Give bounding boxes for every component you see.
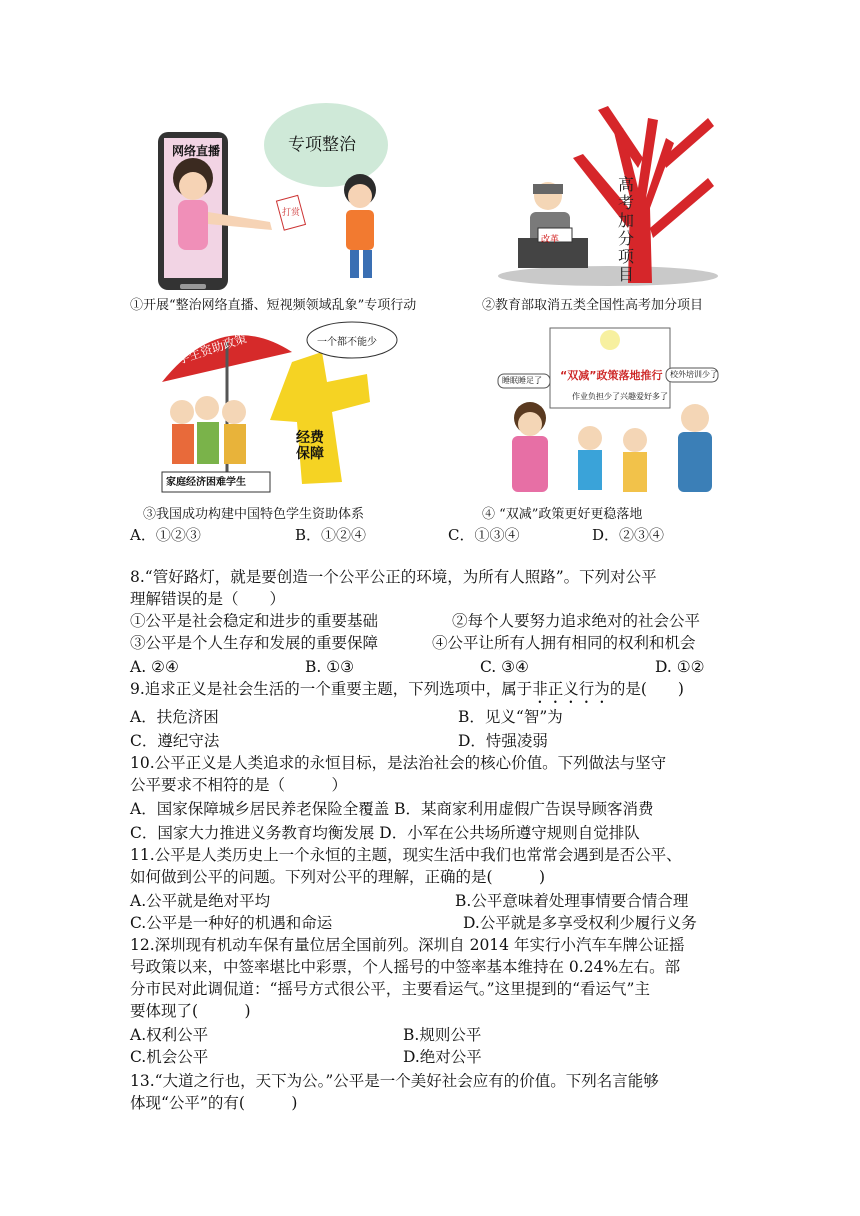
q7-option-a[interactable]: A．①②③ [130, 526, 201, 544]
q8-statement-3: ③公平是个人生存和发展的重要保障 [130, 634, 379, 652]
umbrella-label: 学生资助政策 [175, 331, 249, 367]
q13-stem-line2: 体现“公平”的有( ) [130, 1094, 298, 1112]
livestream-cartoon-illustration [130, 100, 420, 300]
q9-stem-post: 的是( ) [609, 680, 684, 698]
q11-option-a[interactable]: A.公平就是绝对平均 [130, 892, 271, 910]
q10-options-cd[interactable]: C．国家大力推进义务教育均衡发展 D．小军在公共场所遵守规则自觉排队 [130, 824, 640, 842]
q8-option-c[interactable]: C. ③④ [480, 658, 529, 676]
caption-4: ④ “双减”政策更好更稳落地 [482, 507, 643, 522]
q12-stem-line1: 12.深圳现有机动车保有量位居全国前列。深圳自 2014 年实行小汽车车牌公证摇 [130, 936, 685, 954]
q12-stem-line3: 分市民对此调侃道：“摇号方式很公平，主要看运气。”这里提到的“看运气”主 [130, 980, 650, 998]
q10-stem-line2: 公平要求不相符的是（ ） [130, 776, 348, 794]
tag-2: 校外培训少了 [670, 370, 718, 379]
double-reduction-cartoon-illustration [490, 318, 740, 500]
tree-label: 高考加分项目 [618, 175, 635, 284]
speech-bubble-label: 一个都不能少 [317, 337, 377, 348]
caption-1: ①开展“整治网络直播、短视频领域乱象”专项行动 [130, 298, 417, 313]
q8-statement-4: ④公平让所有人拥有相同的权利和机会 [432, 634, 696, 652]
q8-stem-line2: 理解错误的是（ ） [130, 590, 286, 608]
paper-label: 打赏 [282, 208, 301, 218]
tag-1: 睡眠睡足了 [502, 376, 542, 385]
q11-stem-line1: 11.公平是人类历史上一个永恒的主题，现实生活中我们也常常会遇到是否公平、 [130, 846, 682, 864]
q7-options [130, 524, 730, 546]
q11-option-d[interactable]: D.公平就是多享受权利少履行义务 [463, 914, 697, 932]
q7-option-d[interactable]: D．②③④ [592, 526, 665, 544]
q8-option-a[interactable]: A. ②④ [130, 658, 179, 676]
cartoon-panel-3 [152, 312, 402, 502]
screen-label: 网络直播 [172, 144, 221, 158]
sign-label: 改革 [541, 235, 560, 245]
q12-stem-line2: 号政策以来，中签率堪比中彩票，个人摇号的中签率基本维持在 0.24%左右。部 [130, 958, 681, 976]
q9-option-a[interactable]: A．扶危济困 [130, 708, 219, 726]
q8-statement-1: ①公平是社会稳定和进步的重要基础 [130, 612, 379, 630]
q12-option-b[interactable]: B.规则公平 [403, 1026, 482, 1044]
q7-option-c[interactable]: C．①③④ [448, 526, 520, 544]
money-label: 经费保障 [296, 430, 324, 462]
caption-3: ③我国成功构建中国特色学生资助体系 [143, 507, 365, 522]
q8-statement-2: ②每个人要努力追求绝对的社会公平 [452, 612, 701, 630]
q9-option-c[interactable]: C．遵纪守法 [130, 732, 220, 750]
q9-stem-emphasis: 非正义行为 [532, 680, 610, 698]
q10-stem-line1: 10.公平正义是人类追求的永恒目标，是法治社会的核心价值。下列做法与坚守 [130, 754, 667, 772]
bubble-label: 专项整治 [288, 135, 356, 155]
q9-stem [130, 678, 684, 707]
q12-option-d[interactable]: D.绝对公平 [403, 1048, 482, 1066]
q13-stem-line1: 13.“大道之行也，天下为公。”公平是一个美好社会应有的价值。下列名言能够 [130, 1072, 659, 1090]
q11-option-b[interactable]: B.公平意味着处理事情要合情合理 [455, 892, 689, 910]
cartoon-panel-4 [490, 318, 740, 500]
cartoon-panel-1 [130, 100, 420, 300]
q9-stem-pre: 9.追求正义是社会生活的一个重要主题，下列选项中，属于 [130, 680, 533, 698]
banner-label: “双减”政策落地推行 [560, 369, 663, 382]
q8-stem-line1: 8.“管好路灯，就是要创造一个公平公正的环境，为所有人照路”。下列对公平 [130, 568, 657, 586]
base-label: 家庭经济困难学生 [166, 477, 246, 488]
caption-2: ②教育部取消五类全国性高考加分项目 [482, 298, 704, 313]
q12-stem-line4: 要体现了( ) [130, 1002, 251, 1020]
tree-cartoon-illustration [478, 88, 738, 288]
tag-4: 兴趣爱好多了 [620, 392, 668, 401]
q12-option-c[interactable]: C.机会公平 [130, 1048, 209, 1066]
tag-3: 作业负担少了 [572, 392, 620, 401]
q8-option-b[interactable]: B. ①③ [305, 658, 355, 676]
q11-stem-line2: 如何做到公平的问题。下列对公平的理解，正确的是( ) [130, 868, 546, 886]
q8-option-d[interactable]: D. ①② [655, 658, 705, 676]
q12-option-a[interactable]: A.权利公平 [130, 1026, 209, 1044]
q9-option-d[interactable]: D．恃强凌弱 [458, 732, 548, 750]
cartoon-panel-2 [478, 88, 738, 288]
q10-options-ab[interactable]: A．国家保障城乡居民养老保险全覆盖 B．某商家利用虚假广告误导顾客消费 [130, 800, 654, 818]
q9-option-b[interactable]: B．见义“智”为 [458, 708, 563, 726]
q11-option-c[interactable]: C.公平是一种好的机遇和命运 [130, 914, 333, 932]
q7-option-b[interactable]: B．①②④ [295, 526, 367, 544]
